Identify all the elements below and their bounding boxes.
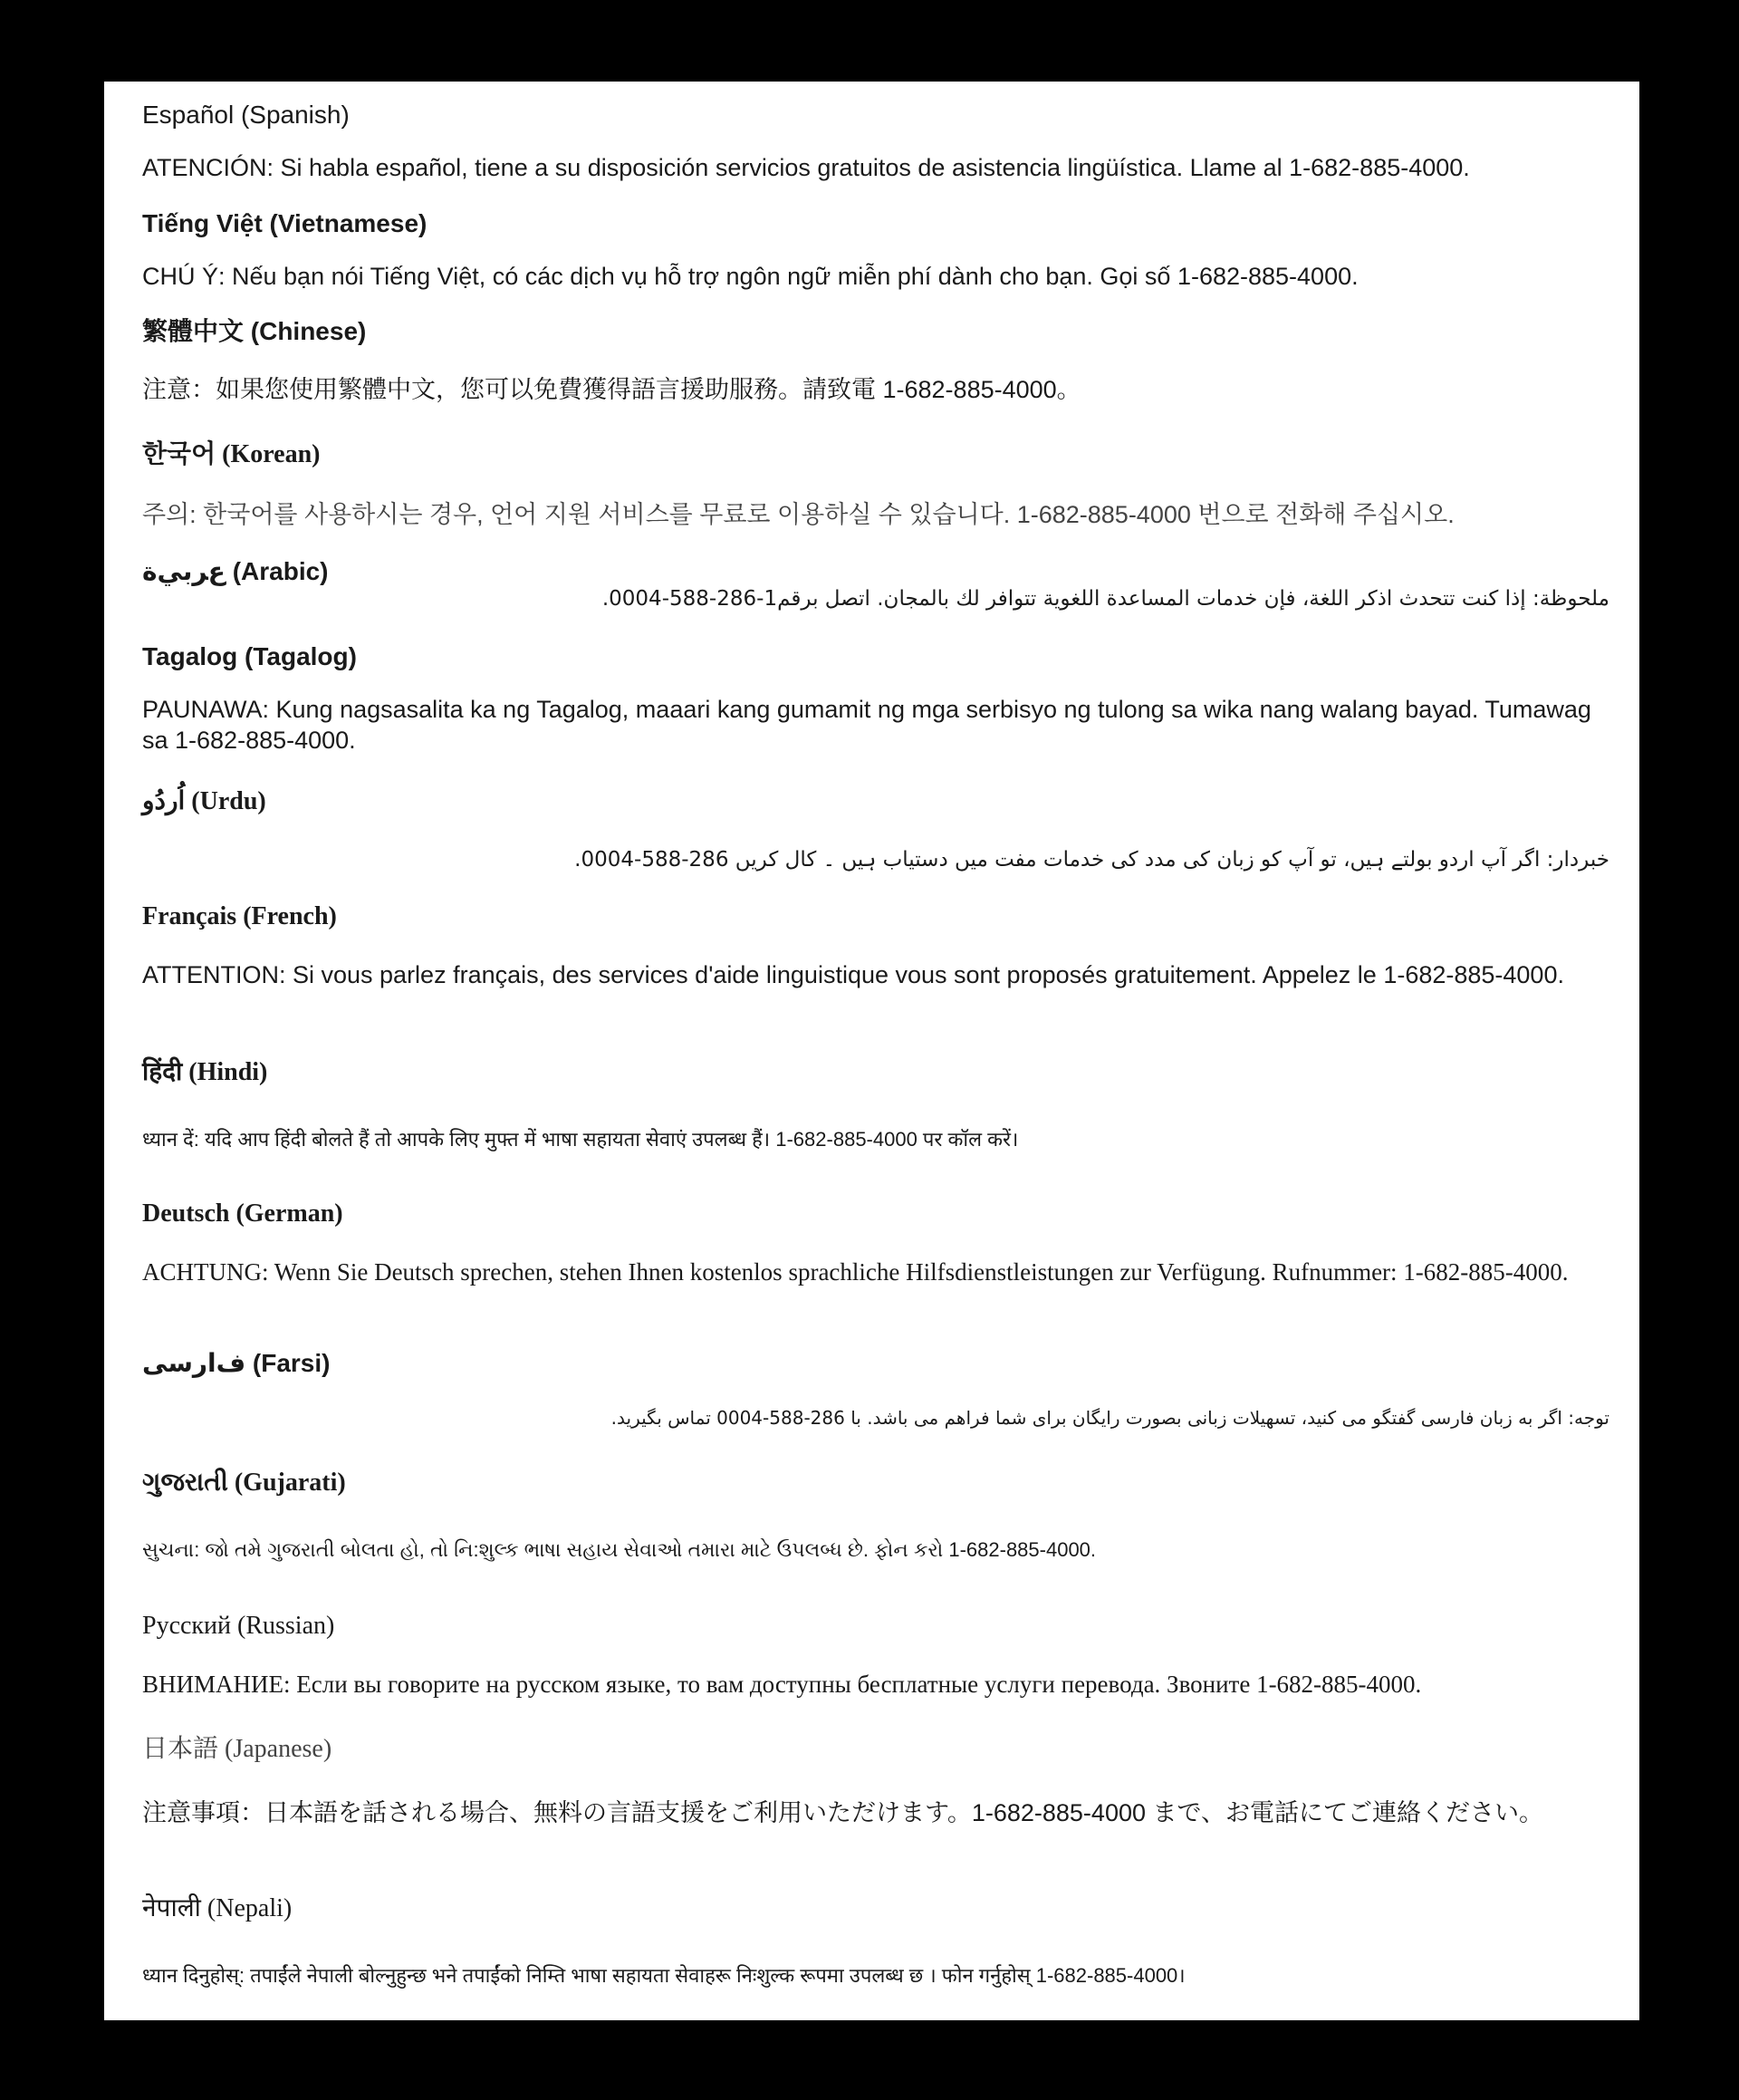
section-spanish <box>142 100 1609 183</box>
section-heading: ﻑﺍﺭﺳﻰ (Farsi) <box>142 1349 331 1377</box>
section-gujarati <box>142 1468 1609 1565</box>
section-text: ВНИМАНИЕ: Если вы говорите на русском языке, то вам доступны бесплатные услуги перевода. Звоните 1-682-885-4000. <box>142 1671 1422 1698</box>
section-heading: Tagalog (Tagalog) <box>142 642 357 670</box>
section-hindi <box>142 1057 1609 1155</box>
section-text: ATTENTION: Si vous parlez français, des services d'aide linguistique vous sont proposés gratuitement. Appelez le 1-682-885-4000. <box>142 961 1564 988</box>
section-german <box>142 1199 1609 1287</box>
section-japanese <box>142 1734 1609 1828</box>
section-arabic <box>142 556 1609 614</box>
section-text: PAUNAWA: Kung nagsasalita ka ng Tagalog, maaari kang gumamit ng mga serbisyo ng tulong sa wika nang walang bayad. Tumawag sa 1-682-885-4000. <box>142 696 1591 754</box>
section-heading: हिंदी (Hindi) <box>142 1058 268 1086</box>
section-text: CHÚ Ý: Nếu bạn nói Tiếng Việt, có các dịch vụ hỗ trợ ngôn ngữ miễn phí dành cho bạn. Gọi số 1-682-885-4000. <box>142 263 1359 290</box>
section-text: خبردار: اگر آپ اردو بولتے ہیں، تو آپ کو زبان کی مدد کی خدمات مفت میں دستیاب ہیں ۔ کال کریں 286-588-0004. <box>574 848 1609 872</box>
section-heading: Deutsch (German) <box>142 1199 343 1228</box>
section-chinese <box>142 316 1609 405</box>
section-tagalog <box>142 641 1609 756</box>
section-nepali <box>142 1893 1609 1991</box>
section-urdu <box>142 786 1609 875</box>
section-text: ध्यान दें: यदि आप हिंदी बोलते हैं तो आपके लिए मुफ्त में भाषा सहायता सेवाएं उपलब्ध हैं। 1-682-885-4000 पर कॉल करें। <box>142 1128 1019 1151</box>
section-heading: اُردُو (Urdu) <box>142 787 266 815</box>
section-heading: ગુજરાતી (Gujarati) <box>142 1469 346 1497</box>
section-heading: 繁體中文 (Chinese) <box>142 317 367 345</box>
section-text: 注意事項：日本語を話される場合、無料の言語支援をご利用いただけます。1-682-885-4000 まで、お電話にてご連絡ください。 <box>142 1799 1543 1826</box>
section-farsi <box>142 1348 1609 1433</box>
section-heading: ﻉﺮﺑﻲﺓ (Arabic) <box>142 557 329 585</box>
section-heading: 日本語 (Japanese) <box>142 1735 332 1763</box>
section-text: ATENCIÓN: Si habla español, tiene a su disposición servicios gratuitos de asistencia lingüística. Llame al 1-682-885-4000. <box>142 154 1470 181</box>
section-korean <box>142 439 1609 530</box>
section-russian <box>142 1611 1609 1700</box>
section-text: توجه: اگر به زبان فارسی گفتگو می کنید، تسهیلات زبانی بصورت رایگان برای شما فراهم می باشد. با 286-588-0004 تماس بگیرید. <box>610 1407 1609 1429</box>
section-heading: Русский (Russian) <box>142 1612 335 1640</box>
section-heading: 한국어 (Korean) <box>142 440 321 468</box>
section-text: ध्यान दिनुहोस्: तपाईंले नेपाली बोल्नुहुन्छ भने तपाईंको निम्ति भाषा सहायता सेवाहरू निःशुल्क रूपमा उपलब्ध छ । फोन गर्नुहोस् 1-682-885-4000। <box>142 1964 1186 1987</box>
section-heading: Español (Spanish) <box>142 101 350 129</box>
section-heading: Tiếng Việt (Vietnamese) <box>142 209 428 237</box>
section-vietnamese <box>142 208 1609 292</box>
section-french <box>142 901 1609 990</box>
section-heading: नेपाली (Nepali) <box>142 1894 293 1922</box>
section-text: સુચના: જો તમે ગુજરાતી બોલતા હો, તો નિ:શુલ્ક ભાષા સહાય સેવાઓ તમારા માટે ઉપલબ્ધ છે. ફોન કરો 1-682-885-4000. <box>142 1538 1097 1561</box>
section-text: 주의: 한국어를 사용하시는 경우, 언어 지원 서비스를 무료로 이용하실 수 있습니다. 1-682-885-4000 번으로 전화해 주십시오. <box>142 501 1455 528</box>
section-heading: Français (French) <box>142 902 337 930</box>
section-text: ملحوظة: إذا كنت تتحدث اذكر اللغة، فإن خدمات المساعدة اللغوية تتوافر لك بالمجان. اتصل برقم1-286-588-0004. <box>601 587 1609 611</box>
document-page <box>104 82 1639 2020</box>
section-text: ACHTUNG: Wenn Sie Deutsch sprechen, stehen Ihnen kostenlos sprachliche Hilfsdienstleistungen zur Verfügung. Rufnummer: 1-682-885-4000. <box>142 1258 1569 1286</box>
section-text: 注意：如果您使用繁體中文，您可以免費獲得語言援助服務。請致電 1-682-885-4000。 <box>142 376 1081 403</box>
